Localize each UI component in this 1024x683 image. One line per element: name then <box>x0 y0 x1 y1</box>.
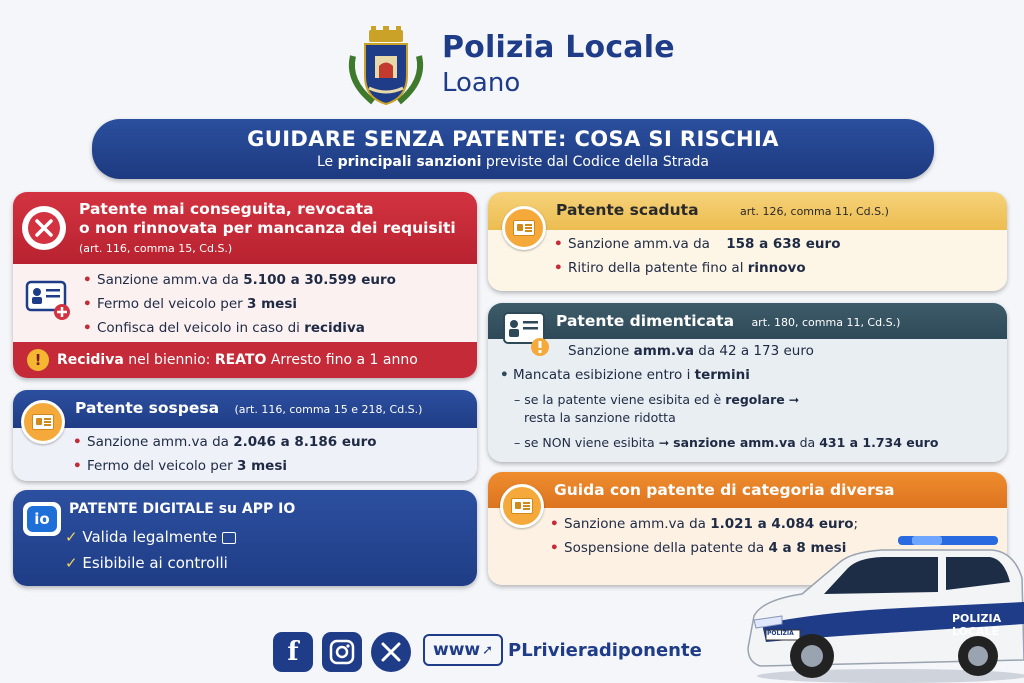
line1-pre: Sanzione <box>568 343 634 359</box>
item-text: Fermo del veicolo per <box>87 458 238 474</box>
warning-text1: nel biennio: <box>123 352 215 368</box>
card-patente-revocata <box>13 192 477 378</box>
item-bold: 3 mesi <box>237 458 287 474</box>
card-categoria-title: Guida con patente di categoria diversa <box>554 481 895 499</box>
list-item <box>554 256 840 280</box>
line1-bold: amm.va <box>633 343 694 359</box>
card-dimenticata-title: Patente dimenticata <box>556 312 735 330</box>
brand-subtitle: Loano <box>442 68 521 98</box>
instagram-icon[interactable] <box>322 632 362 672</box>
sub1-line2: resta la sanzione ridotta <box>524 410 676 425</box>
list-item <box>83 316 396 340</box>
warning-bold1: Recidiva <box>57 352 124 368</box>
item-text: Confisca del veicolo in caso di <box>97 320 305 336</box>
item-bold: 158 a 638 euro <box>726 236 841 252</box>
list-item <box>65 524 236 550</box>
check-icon: ✓ <box>65 554 78 572</box>
list-item <box>65 550 236 576</box>
item-post: ; <box>853 516 859 532</box>
card-dimenticata-sub2: – se NON viene esibita ➞ sanzione amm.va da 431 a 1.734 euro <box>514 435 939 450</box>
card-dimenticata-line1 <box>568 343 814 359</box>
card-dimenticata-header <box>488 303 1007 339</box>
arrow-right-icon: ➞ <box>658 435 670 450</box>
sub2-pre: se NON viene esibita <box>524 435 659 450</box>
line2-pre: Mancata esibizione entro i <box>512 367 695 383</box>
banner-sub-suffix: previste dal Codice della Strada <box>481 154 710 170</box>
item-bold: 4 a 8 mesi <box>768 540 847 556</box>
police-car-image <box>742 528 1024 683</box>
card-digitale-list <box>65 524 236 576</box>
x-circle-icon <box>22 206 66 250</box>
sub2-post: da <box>795 435 820 450</box>
card-dimenticata-sub1: – se la patente viene esibita ed è regolare ➞ resta la sanzione ridotta <box>514 392 800 425</box>
list-item <box>73 430 377 454</box>
item-bold: rinnovo <box>747 260 806 276</box>
item-text: Sanzione amm.va da <box>568 236 715 252</box>
card-revocata-list <box>83 268 396 340</box>
list-item <box>73 454 377 478</box>
car-label: POLIZIA LOCALE <box>952 612 1002 638</box>
card-revocata-header <box>13 192 477 264</box>
arrow-right-icon: ➞ <box>788 392 800 407</box>
sub1-pre: se la patente viene esibita ed è <box>524 392 726 407</box>
website-icon[interactable] <box>423 634 503 666</box>
warning-bold2: REATO <box>214 352 267 368</box>
list-item <box>83 292 396 316</box>
card-scaduta-article: art. 126, comma 11, Cd.S.) <box>739 205 889 218</box>
card-revocata-title-line2: o non rinnovata per mancanza dei requisiti <box>79 219 456 237</box>
app-io-icon <box>23 502 61 536</box>
banner-subtitle <box>92 154 934 170</box>
card-categoria-header <box>488 472 1007 508</box>
license-icon <box>500 484 544 528</box>
item-text: Ritiro della patente fino al <box>568 260 748 276</box>
item-bold: 2.046 a 8.186 euro <box>233 434 377 450</box>
sub2-bold2: 431 a 1.734 euro <box>819 435 939 450</box>
line2-bold: termini <box>694 367 750 383</box>
item-text: Esibibile ai controlli <box>82 554 228 572</box>
list-item <box>83 268 396 292</box>
card-sospesa-header <box>13 390 477 428</box>
item-text: Sanzione amm.va da <box>564 516 711 532</box>
brand-title: Polizia Locale <box>442 30 675 65</box>
line1-post: da 42 a 173 euro <box>693 343 814 359</box>
card-patente-dimenticata <box>488 303 1007 462</box>
license-icon <box>21 400 65 444</box>
card-patente-digitale <box>13 490 477 586</box>
item-bold: recidiva <box>304 320 365 336</box>
item-text: Valida legalmente <box>82 528 218 546</box>
banner-title: GUIDARE SENZA PATENTE: COSA SI RISCHIA <box>247 127 779 151</box>
card-scaduta-list <box>554 232 840 280</box>
warning-text2: Arresto fino a 1 anno <box>266 352 418 368</box>
title-banner <box>92 119 934 179</box>
card-scaduta-header <box>488 192 1007 230</box>
x-twitter-icon[interactable] <box>371 632 411 672</box>
sub2-bold: sanzione amm.va <box>673 435 796 450</box>
card-revocata-title-line1: Patente mai conseguita, revocata <box>79 200 374 218</box>
card-revocata-article: (art. 116, comma 15, Cd.S.) <box>79 242 233 255</box>
phone-check-icon <box>222 532 236 544</box>
item-text: Sanzione amm.va da <box>97 272 244 288</box>
card-revocata-body <box>13 264 477 378</box>
card-sospesa-title: Patente sospesa <box>75 399 220 417</box>
list-item <box>554 232 840 256</box>
card-sospesa-article: (art. 116, comma 15 e 218, Cd.S.) <box>234 403 423 416</box>
warning-icon: ! <box>27 349 49 371</box>
license-warning-icon <box>502 311 548 355</box>
card-digitale-title: PATENTE DIGITALE su APP IO <box>69 501 296 517</box>
item-text: Sospensione della patente da <box>564 540 769 556</box>
card-patente-sospesa <box>13 390 477 481</box>
banner-sub-bold: principali sanzioni <box>337 154 482 170</box>
card-revocata-warning <box>13 342 477 378</box>
card-dimenticata-article: art. 180, comma 11, Cd.S.) <box>751 316 901 329</box>
item-bold: 5.100 a 30.599 euro <box>243 272 396 288</box>
app-io-label: io <box>27 506 57 532</box>
website-www-label: www <box>432 640 481 660</box>
banner-sub-prefix: Le <box>316 154 338 170</box>
item-bold: 3 mesi <box>247 296 297 312</box>
item-text: Fermo del veicolo per <box>97 296 248 312</box>
website-link[interactable]: PLrivieradiponente <box>508 640 702 661</box>
card-sospesa-list <box>73 430 377 478</box>
sub1-bold: regolare <box>725 392 785 407</box>
item-text: Sanzione amm.va da <box>87 434 234 450</box>
card-patente-scaduta <box>488 192 1007 291</box>
facebook-icon[interactable]: f <box>273 632 313 672</box>
license-card-icon <box>25 278 69 312</box>
item-bold: 1.021 a 4.084 euro <box>710 516 854 532</box>
cursor-icon: ➚ <box>482 642 494 658</box>
check-icon: ✓ <box>65 528 78 546</box>
car-plate: POLIZIA <box>767 630 794 637</box>
card-scaduta-title: Patente scaduta <box>556 201 699 219</box>
coat-of-arms-logo <box>343 26 429 108</box>
card-dimenticata-line2: • Mancata esibizione entro i termini <box>500 367 750 383</box>
license-icon <box>502 206 546 250</box>
